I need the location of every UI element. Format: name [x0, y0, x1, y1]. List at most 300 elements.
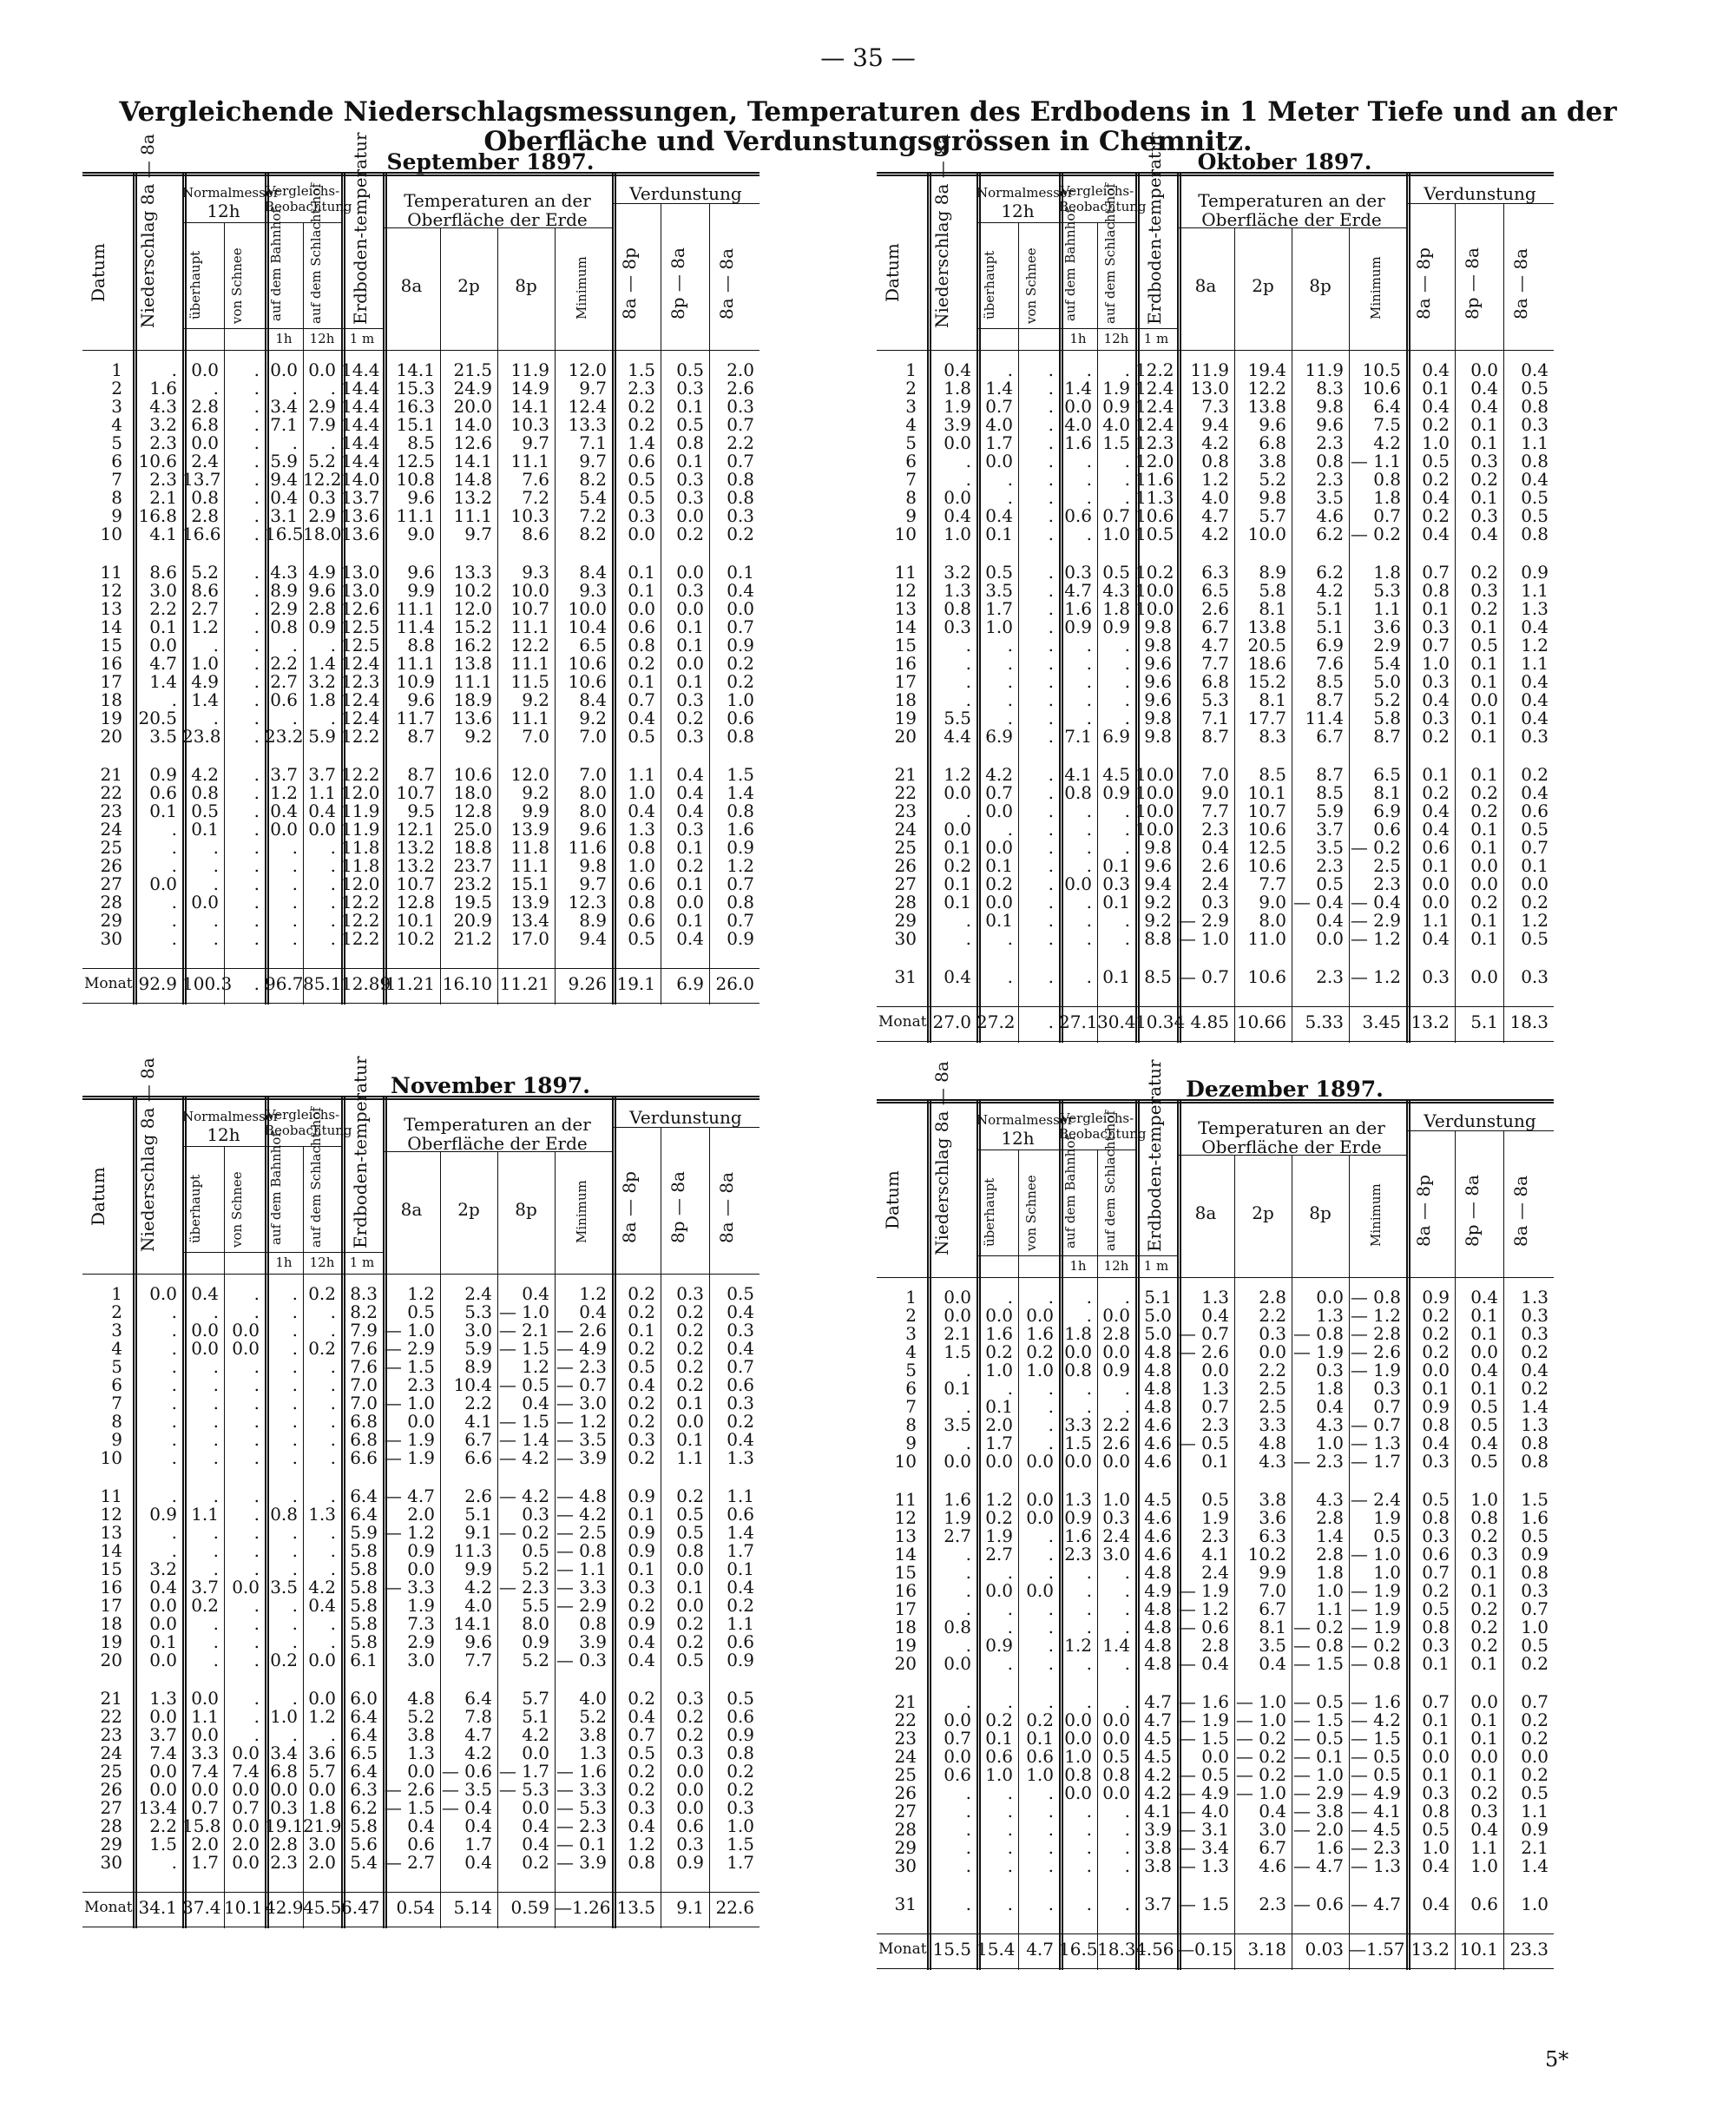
table-cell: . [965, 689, 971, 710]
table-cell: 0.1 [1201, 1451, 1229, 1472]
table-cell: 0.9 [522, 1631, 549, 1652]
table-cell: 0.6 [628, 451, 655, 471]
table-cell: 5.6 [350, 1834, 378, 1854]
table-cell-date: 17 [894, 671, 917, 692]
header-ueberhaupt: überhaupt [982, 1177, 997, 1247]
table-cell: 3.1 [270, 505, 298, 526]
table-cell: 0.1 [985, 1396, 1013, 1417]
table-cell: 0.2 [1521, 1709, 1549, 1730]
monat-total-cell: 13.2 [1410, 1011, 1450, 1032]
table-cell: 1.4 [191, 689, 219, 710]
table-cell-date: 4 [111, 1338, 122, 1359]
table-cell: 8.2 [579, 524, 607, 544]
table-cell: 25.0 [453, 819, 492, 840]
table-cell: 2.3 [1201, 1414, 1229, 1435]
table-cell: . [1124, 708, 1130, 728]
monat-total-cell: 30.4 [1097, 1011, 1136, 1032]
table-cell: 0.8 [1422, 1801, 1450, 1821]
table-cell: 0.1 [727, 562, 754, 583]
table-cell: — 1.5 [1178, 1728, 1229, 1749]
table-cell: 0.9 [1064, 1507, 1092, 1528]
table-cell: — 1.6 [1350, 1691, 1401, 1712]
table-cell: 0.5 [676, 1522, 704, 1543]
table-cell: . [1048, 708, 1054, 728]
table-cell: 0.9 [628, 1613, 655, 1634]
table-cell: . [253, 469, 260, 490]
table-cell: 10.6 [568, 671, 607, 692]
table-cell: . [253, 873, 260, 894]
table-cell: 23.2 [265, 726, 304, 747]
table-cell: 0.2 [1470, 1782, 1498, 1803]
table-cell: . [1048, 1414, 1054, 1435]
table-cell: 6.5 [1373, 764, 1401, 785]
table-cell: — 0.2 [1292, 1617, 1344, 1637]
table-cell: 1.2 [522, 1356, 549, 1377]
table-cell: 0.0 [985, 800, 1013, 821]
table-cell: 0.1 [676, 873, 704, 894]
table-cell: 0.0 [676, 598, 704, 619]
table-cell: 0.9 [727, 635, 754, 655]
table-cell: 0.0 [191, 1724, 219, 1745]
table-cell: 0.2 [1470, 1525, 1498, 1546]
table-cell: 14.4 [341, 451, 380, 471]
table-cell: 4.7 [149, 653, 177, 674]
table-cell: 13.2 [453, 487, 492, 508]
table-cell: 0.1 [628, 580, 655, 601]
table-cell: 15.1 [510, 873, 549, 894]
table-cell: 0.7 [1422, 562, 1450, 583]
table-cell: 0.0 [1026, 1507, 1054, 1528]
table-cell: 6.2 [1316, 524, 1344, 544]
table-cell: 2.8 [270, 1834, 298, 1854]
table-cell-date: 1 [905, 1287, 917, 1308]
table-cell: 1.0 [628, 782, 655, 803]
monat-total-cell: 12.89 [341, 973, 391, 994]
table-cell: 4.5 [1102, 764, 1130, 785]
table-cell: 9.2 [1144, 892, 1172, 912]
table-cell: . [213, 1650, 219, 1670]
table-cell: 0.8 [628, 837, 655, 858]
table-cell: 16.6 [182, 524, 221, 544]
table-cell: 0.5 [1470, 635, 1498, 655]
table-cell: 6.4 [350, 1504, 378, 1525]
table-cell: . [330, 928, 336, 949]
table-cell: 0.1 [1470, 616, 1498, 637]
erdboden-sub-rule [341, 328, 383, 329]
table-cell-date: 23 [100, 1724, 122, 1745]
table-cell: 0.8 [628, 635, 655, 655]
table-cell: 10.6 [453, 764, 492, 785]
header-8a: 8a [400, 1199, 423, 1220]
table-cell: 10.2 [1247, 1544, 1286, 1565]
table-cell: . [1086, 892, 1092, 912]
table-cell: — 1.2 [1350, 1305, 1401, 1326]
table-cell: 0.3 [1422, 1635, 1450, 1656]
table-cell: . [1086, 451, 1092, 471]
table-cell: 1.1 [628, 764, 655, 785]
table-cell: . [1007, 671, 1013, 692]
table-cell: — 1.5 [1178, 1894, 1229, 1914]
table-cell: 8.9 [464, 1356, 492, 1377]
table-cell: 10.0 [1135, 598, 1174, 619]
table-cell: 7.9 [308, 414, 336, 435]
table-cell: 0.1 [1422, 378, 1450, 399]
table-cell: . [965, 451, 971, 471]
table-cell: 0.3 [1521, 966, 1549, 987]
table-cell: 0.3 [1422, 1782, 1450, 1803]
table-cell-date: 3 [905, 396, 917, 417]
table-cell: . [253, 855, 260, 876]
table-cell: 0.2 [1521, 1341, 1549, 1362]
table-cell: 0.4 [191, 1283, 219, 1304]
table-cell: 10.1 [1247, 782, 1286, 803]
table-cell: 0.1 [1422, 1764, 1450, 1785]
table-cell: 0.6 [628, 910, 655, 931]
table-cell: 0.0 [308, 1779, 336, 1800]
table-cell: — 1.9 [1350, 1617, 1401, 1637]
monat-total-cell: 10.1 [224, 1897, 263, 1918]
table-cell: 0.2 [1470, 1598, 1498, 1619]
table-cell: 0.7 [628, 689, 655, 710]
table-cell: 4.8 [1144, 1653, 1172, 1674]
table-cell: 5.0 [1144, 1323, 1172, 1344]
table-cell-date: 16 [100, 1577, 122, 1597]
table-cell: 0.1 [1470, 1580, 1498, 1601]
header-niederschlag: Niederschlag 8a — 8a [137, 134, 158, 328]
table-cell: 9.6 [308, 580, 336, 601]
table-cell: 0.8 [1521, 1433, 1549, 1453]
table-cell: 1.3 [944, 580, 971, 601]
table-cell: . [1007, 1598, 1013, 1619]
table-cell: 1.5 [149, 1834, 177, 1854]
monat-total-cell: 15.4 [976, 1939, 1016, 1960]
table-cell: 1.7 [727, 1852, 754, 1873]
table-cell: 0.9 [1422, 1396, 1450, 1417]
table-cell: 0.2 [1422, 782, 1450, 803]
table-cell: 0.0 [1064, 1709, 1092, 1730]
table-cell: 12.2 [341, 764, 380, 785]
table-cell: — 4.7 [1292, 1855, 1344, 1876]
table-cell: . [253, 653, 260, 674]
table-cell: 3.5 [944, 1414, 971, 1435]
table-cell: — 1.1 [556, 1558, 607, 1579]
table-cell: — 4.9 [1178, 1782, 1229, 1803]
table-cell: 1.0 [628, 855, 655, 876]
table-cell: 3.5 [149, 726, 177, 747]
table-cell-date: 12 [894, 580, 917, 601]
table-cell: 4.7 [1064, 580, 1092, 601]
table-cell: 2.7 [191, 598, 219, 619]
table-cell: 0.4 [1422, 1855, 1450, 1876]
table-cell: . [1124, 910, 1130, 931]
table-bottom-rule [877, 1041, 1554, 1042]
table-cell: 0.1 [676, 451, 704, 471]
table-cell: 0.5 [1201, 1489, 1229, 1510]
table-cell: — 1.2 [384, 1522, 435, 1543]
table-cell: . [965, 671, 971, 692]
table-cell: 0.0 [1470, 873, 1498, 894]
table-cell: 1.1 [1521, 432, 1549, 453]
table-cell: . [1086, 524, 1092, 544]
table-cell: 4.2 [464, 1742, 492, 1763]
table-cell: . [330, 1320, 336, 1341]
table-cell: 0.8 [727, 487, 754, 508]
table-cell: 5.8 [1259, 580, 1286, 601]
table-cell: . [1048, 396, 1054, 417]
table-cell: 0.7 [1422, 1562, 1450, 1583]
table-cell: 0.4 [628, 1374, 655, 1395]
table-cell: . [1048, 1653, 1054, 1674]
table-cell: 9.4 [579, 928, 607, 949]
table-cell: 0.4 [1422, 487, 1450, 508]
table-cell: 1.8 [308, 1797, 336, 1818]
table-cell: 3.3 [1259, 1414, 1286, 1435]
table-cell: 0.6 [149, 782, 177, 803]
table-cell: 3.0 [308, 1834, 336, 1854]
table-cell: 14.1 [510, 396, 549, 417]
table-cell-date: 22 [894, 1709, 917, 1730]
table-cell: 0.4 [522, 1283, 549, 1304]
table-cell: . [292, 1724, 298, 1745]
table-cell: 7.7 [464, 1650, 492, 1670]
table-cell: 12.4 [1135, 414, 1174, 435]
table-cell: . [1048, 1433, 1054, 1453]
table-cell: . [1124, 819, 1130, 840]
table-cell: 20.5 [138, 708, 177, 728]
table-cell: 0.4 [1316, 1396, 1344, 1417]
table-cell: 1.6 [1064, 1525, 1092, 1546]
table-cell: . [253, 598, 260, 619]
table-cell: 0.5 [628, 928, 655, 949]
table-cell: — 3.3 [556, 1577, 607, 1597]
table-cell: 0.6 [985, 1746, 1013, 1767]
table-cell: 0.1 [1422, 1653, 1450, 1674]
table-cell: 0.3 [676, 726, 704, 747]
table-cell: 6.4 [350, 1761, 378, 1782]
table-cell-date: 19 [100, 708, 122, 728]
table-cell: 0.0 [944, 432, 971, 453]
table-cell: 0.8 [1521, 451, 1549, 471]
table-cell: 4.7 [1201, 635, 1229, 655]
table-cell-date: 27 [894, 873, 917, 894]
table-cell: . [1048, 1287, 1054, 1308]
table-cell: . [292, 1688, 298, 1709]
table-cell: 0.1 [1470, 671, 1498, 692]
table-cell: . [292, 1558, 298, 1579]
table-cell: — 0.7 [1178, 1323, 1229, 1344]
table-cell: — 2.7 [384, 1852, 435, 1873]
table-cell: . [253, 928, 260, 949]
table-cell: 5.3 [464, 1301, 492, 1322]
table-cell: 10.6 [1135, 505, 1174, 526]
table-cell: 6.5 [350, 1742, 378, 1763]
table-cell: 8.9 [270, 580, 298, 601]
table-cell: 0.6 [1422, 1544, 1450, 1565]
header-12h: 12h [1103, 331, 1129, 346]
table-cell-date: 29 [894, 1837, 917, 1858]
table-cell: 0.4 [676, 928, 704, 949]
table-cell: . [253, 764, 260, 785]
table-cell: 7.0 [350, 1374, 378, 1395]
table-cell: 0.2 [676, 1338, 704, 1359]
table-cell: 0.0 [1064, 873, 1092, 894]
table-cell: 0.5 [1422, 1489, 1450, 1510]
table-cell: . [1124, 1287, 1130, 1308]
table-cell: 8.6 [522, 524, 549, 544]
table-cell: . [330, 1411, 336, 1432]
table-cell: 1.3 [628, 819, 655, 840]
table-cell: 0.9 [1521, 1544, 1549, 1565]
table-cell: — 4.9 [1350, 1782, 1401, 1803]
table-cell: 9.9 [522, 800, 549, 821]
table-cell: 4.2 [985, 764, 1013, 785]
table-cell: . [1124, 1378, 1130, 1399]
table-cell: 0.1 [985, 910, 1013, 931]
table-cell: 0.5 [628, 1356, 655, 1377]
table-cell: 0.7 [1102, 505, 1130, 526]
table-cell: 0.0 [985, 451, 1013, 471]
table-cell: 0.2 [676, 1374, 704, 1395]
table-cell-date: 20 [894, 726, 917, 747]
table-cell: 5.0 [1373, 671, 1401, 692]
table-cell: 10.6 [1247, 966, 1286, 987]
table-cell: 0.2 [676, 1613, 704, 1634]
monat-total-cell: —1.26 [555, 1897, 611, 1918]
table-cell: 3.6 [308, 1742, 336, 1763]
table-cell: 1.4 [1316, 1525, 1344, 1546]
table-cell: 0.5 [985, 562, 1013, 583]
table-cell: . [1124, 671, 1130, 692]
table-cell: 10.2 [453, 580, 492, 601]
table-cell: 1.0 [270, 1706, 298, 1727]
table-cell: 0.7 [1373, 505, 1401, 526]
table-cell: 12.2 [341, 910, 380, 931]
table-cell: — 4.7 [384, 1485, 435, 1506]
table-cell: . [253, 635, 260, 655]
table-cell: 1.0 [1470, 1489, 1498, 1510]
table-cell-date: 16 [894, 1580, 917, 1601]
table-cell: 12.3 [568, 892, 607, 912]
table-cell: . [1007, 1378, 1013, 1399]
table-cell: 0.7 [727, 451, 754, 471]
table-cell: 14.8 [453, 469, 492, 490]
table-cell: 9.7 [464, 524, 492, 544]
table-cell-date: 17 [894, 1598, 917, 1619]
table-cell: 7.8 [464, 1706, 492, 1727]
table-cell: 1.6 [1026, 1323, 1054, 1344]
table-cell: — 0.2 [1235, 1728, 1286, 1749]
table-cell: . [1086, 837, 1092, 858]
table-cell: 2.3 [1316, 432, 1344, 453]
table-cell: 0.4 [1422, 396, 1450, 417]
table-cell-date: 31 [894, 966, 917, 987]
table-cell: . [1048, 1598, 1054, 1619]
table-cell: 0.1 [676, 1393, 704, 1413]
table-cell: 0.8 [1470, 1507, 1498, 1528]
table-cell: 0.0 [1470, 689, 1498, 710]
table-cell: 3.8 [579, 1724, 607, 1745]
table-cell: 0.4 [1470, 378, 1498, 399]
table-cell: — 2.6 [1350, 1341, 1401, 1362]
table-cell: . [1048, 800, 1054, 821]
header-normalmesser: Normalmesser [182, 1109, 279, 1124]
table-cell: 5.9 [308, 726, 336, 747]
table-cell: 0.0 [1201, 1360, 1229, 1380]
table-cell-date: 30 [100, 928, 122, 949]
table-cell: 4.8 [1259, 1433, 1286, 1453]
table-cell: 15.1 [396, 414, 435, 435]
table-cell: — 1.0 [384, 1320, 435, 1341]
table-cell: 5.2 [1259, 469, 1286, 490]
header-1m: 1 m [349, 1255, 375, 1270]
table-cell: . [965, 1544, 971, 1565]
table-cell: — 4.0 [1178, 1801, 1229, 1821]
table-cell: 0.0 [628, 598, 655, 619]
table-cell: — 1.9 [1350, 1360, 1401, 1380]
table-cell: 6.8 [270, 1761, 298, 1782]
table-cell: . [330, 1540, 336, 1561]
monat-total-cell: 4.85 [1190, 1011, 1229, 1032]
table-cell: 0.5 [1521, 1525, 1549, 1546]
table-cell: 0.4 [579, 1301, 607, 1322]
table-cell: — 0.2 [1350, 837, 1401, 858]
table-cell: 4.3 [1316, 1489, 1344, 1510]
table-cell: 21.5 [453, 359, 492, 380]
table-cell: 10.4 [453, 1374, 492, 1395]
table-cell: 0.6 [1373, 819, 1401, 840]
table-cell: 0.0 [628, 524, 655, 544]
table-cell: 1.7 [985, 1433, 1013, 1453]
table-cell: 3.3 [191, 1742, 219, 1763]
table-cell-date: 7 [905, 1396, 917, 1417]
table-cell: . [330, 1631, 336, 1652]
table-cell: . [1007, 635, 1013, 655]
table-cell: 4.6 [1144, 1507, 1172, 1528]
table-cell-date: 25 [100, 837, 122, 858]
table-cell: . [965, 1580, 971, 1601]
table-cell: . [1048, 635, 1054, 655]
header-bahnhof: auf dem Bahnhof [268, 208, 284, 321]
table-cell: 20.9 [453, 910, 492, 931]
table-cell: 0.5 [1316, 873, 1344, 894]
monat-total-cell: —1.57 [1349, 1939, 1405, 1960]
table-cell: . [1007, 1782, 1013, 1803]
table-cell: 1.0 [985, 616, 1013, 637]
table-cell: 0.3 [1201, 892, 1229, 912]
header-verdunstung: Verdunstung [1424, 183, 1536, 204]
table-cell: 5.2 [522, 1558, 549, 1579]
table-cell: 7.0 [522, 726, 549, 747]
table-cell: . [965, 1360, 971, 1380]
header-2p: 2p [1252, 1202, 1274, 1223]
table-cell: 13.0 [341, 580, 380, 601]
table-cell: 3.6 [1373, 616, 1401, 637]
monat-total-cell: 18.3 [1097, 1939, 1136, 1960]
table-cell: 2.9 [407, 1631, 435, 1652]
table-cell-date: 11 [894, 1489, 917, 1510]
monat-total-cell: 10.66 [1236, 1011, 1286, 1032]
table-cell-date: 5 [111, 432, 122, 453]
table-cell: 15.3 [396, 378, 435, 399]
table-cell: 13.6 [341, 505, 380, 526]
table-cell: 4.8 [1144, 1360, 1172, 1380]
table-cell: 12.2 [341, 726, 380, 747]
footnote-sheet-mark: 5* [1545, 2047, 1569, 2072]
table-cell-date: 22 [100, 782, 122, 803]
table-cell: 0.0 [944, 487, 971, 508]
table-cell: 5.9 [270, 451, 298, 471]
table-cell: . [253, 1724, 260, 1745]
